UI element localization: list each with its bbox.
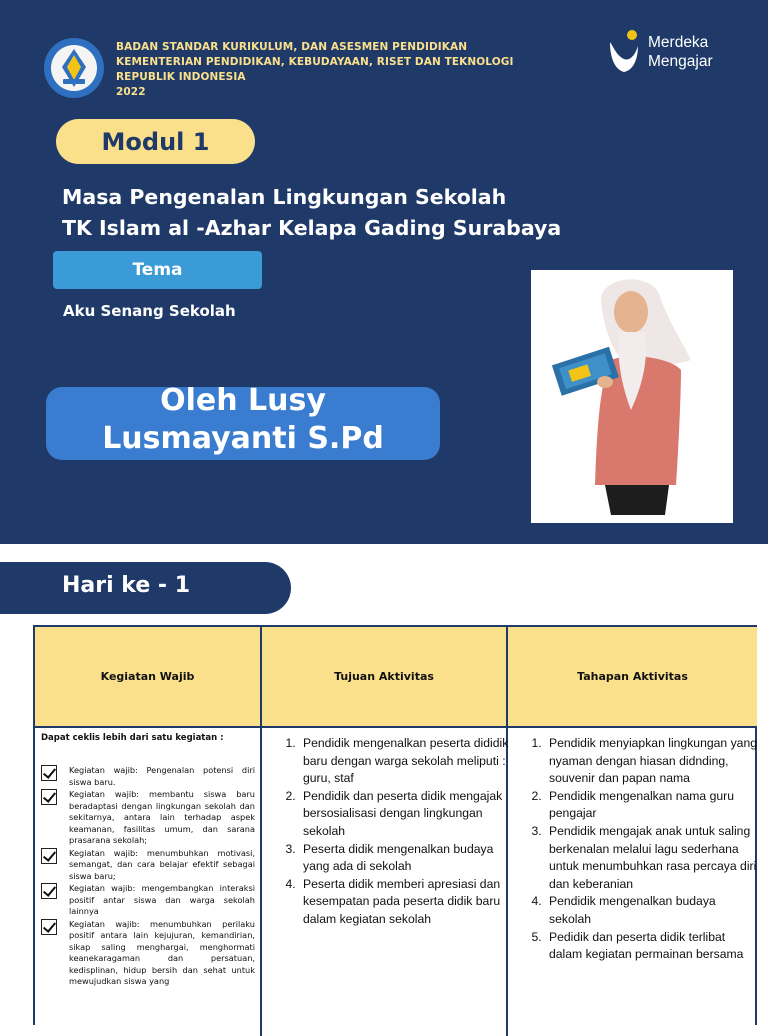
tahapan-list <box>521 735 761 964</box>
brand-line-2: Mengajar <box>648 53 713 70</box>
checked-checkbox-icon[interactable] <box>41 883 57 899</box>
kegiatan-wajib-cell <box>41 733 259 989</box>
checklist-item-text: Kegiatan wajib: menumbuhkan motivasi, semangat, dan cara belajar efektif sebagai siswa baru; <box>69 847 255 881</box>
day-label: Hari ke - 1 <box>62 573 191 598</box>
checklist-item-text: Kegiatan wajib: membantu siswa baru beradaptasi dengan lingkungan sekolah dan sekitarnya, antara lain terhadap aspek keamanan, fasilitas umum, dan sarana prasarana sekolah; <box>69 789 255 845</box>
tahapan-item: 3. Pendidik mengajak anak untuk saling berkenalan melalui lagu sederhana untuk menumbuhkan rasa percaya diri dan keberanian <box>545 823 761 893</box>
checklist-item[interactable] <box>41 765 259 788</box>
modul-badge: Modul 1 <box>56 119 255 164</box>
institution-text <box>116 40 513 100</box>
tujuan-item: 2. Pendidik dan peserta didik mengajak bersosialisasi dengan lingkungan sekolah <box>299 788 509 841</box>
header-tujuan-aktivitas: Tujuan Aktivitas <box>262 627 508 726</box>
teacher-photo <box>531 270 733 523</box>
checked-checkbox-icon[interactable] <box>41 848 57 864</box>
checklist-item[interactable] <box>41 848 259 883</box>
brand-line-1: Merdeka <box>648 34 709 51</box>
institution-year: 2022 <box>116 86 146 98</box>
checklist-item[interactable] <box>41 919 259 988</box>
checklist-item[interactable] <box>41 789 259 847</box>
activity-table <box>33 625 757 1025</box>
tahapan-item: 4. Pendidik mengenalkan budaya sekolah <box>545 893 761 928</box>
checklist-item[interactable] <box>41 883 259 918</box>
institution-line: KEMENTERIAN PENDIDIKAN, KEBUDAYAAN, RISET DAN TEKNOLOGI <box>116 56 514 68</box>
module-title <box>62 182 561 244</box>
merdeka-mengajar-icon <box>604 28 644 78</box>
author-line-1: Oleh Lusy <box>160 383 326 418</box>
checked-checkbox-icon[interactable] <box>41 919 57 935</box>
checklist-item-text: Kegiatan wajib: mengembangkan interaksi positif antar siswa dan warga sekolah lainnya <box>69 883 255 916</box>
header-divider <box>35 726 755 728</box>
institution-line: BADAN STANDAR KURIKULUM, DAN ASESMEN PENDIDIKAN <box>116 41 468 53</box>
checked-checkbox-icon[interactable] <box>41 765 57 781</box>
tujuan-item: 4. Peserta didik memberi apresiasi dan kesempatan pada peserta didik baru dalam kegiatan sekolah <box>299 876 509 929</box>
day-banner <box>0 562 291 614</box>
column-divider <box>260 726 262 1036</box>
tahapan-item: 2. Pendidik mengenalkan nama guru pengajar <box>545 788 761 823</box>
tahapan-item: 1. Pendidik menyiapkan lingkungan yang nyaman dengan hiasan didnding, souvenir dan papan nama <box>545 735 761 788</box>
author-name <box>46 382 440 458</box>
merdeka-mengajar-brand <box>604 28 744 78</box>
title-line-2: TK Islam al -Azhar Kelapa Gading Surabaya <box>62 216 562 240</box>
tujuan-list <box>275 735 509 929</box>
header-tahapan-aktivitas: Tahapan Aktivitas <box>508 627 757 726</box>
tujuan-item: 1. Pendidik mengenalkan peserta dididik baru dengan warga sekolah meliputi : guru, staf <box>299 735 509 788</box>
tujuan-item: 3. Peserta didik mengenalkan budaya yang ada di sekolah <box>299 841 509 876</box>
tema-label: Tema <box>53 251 262 289</box>
tahapan-item: 5. Pedidik dan peserta didik terlibat dalam kegiatan permainan bersama <box>545 929 761 964</box>
author-line-2: Lusmayanti S.Pd <box>102 421 384 456</box>
institution-line: REPUBLIK INDONESIA <box>116 71 246 83</box>
checked-checkbox-icon[interactable] <box>41 789 57 805</box>
header-kegiatan-wajib: Kegiatan Wajib <box>35 627 262 726</box>
checklist-intro: Dapat ceklis lebih dari satu kegiatan : <box>41 733 224 743</box>
title-line-1: Masa Pengenalan Lingkungan Sekolah <box>62 185 507 209</box>
checklist-item-text: Kegiatan wajib: menumbuhkan perilaku positif antara lain kejujuran, kemandirian, sikap saling menghargai, menghormati keanekaragaman dan persatuan, kedisplinan, hidup bersih dan sehat untuk mewujudkan siswa yang <box>69 918 255 986</box>
checklist-item-text: Kegiatan wajib: Pengenalan potensi diri siswa baru. <box>69 765 255 787</box>
tema-value: Aku Senang Sekolah <box>63 302 236 320</box>
tut-wuri-handayani-logo <box>41 37 107 99</box>
